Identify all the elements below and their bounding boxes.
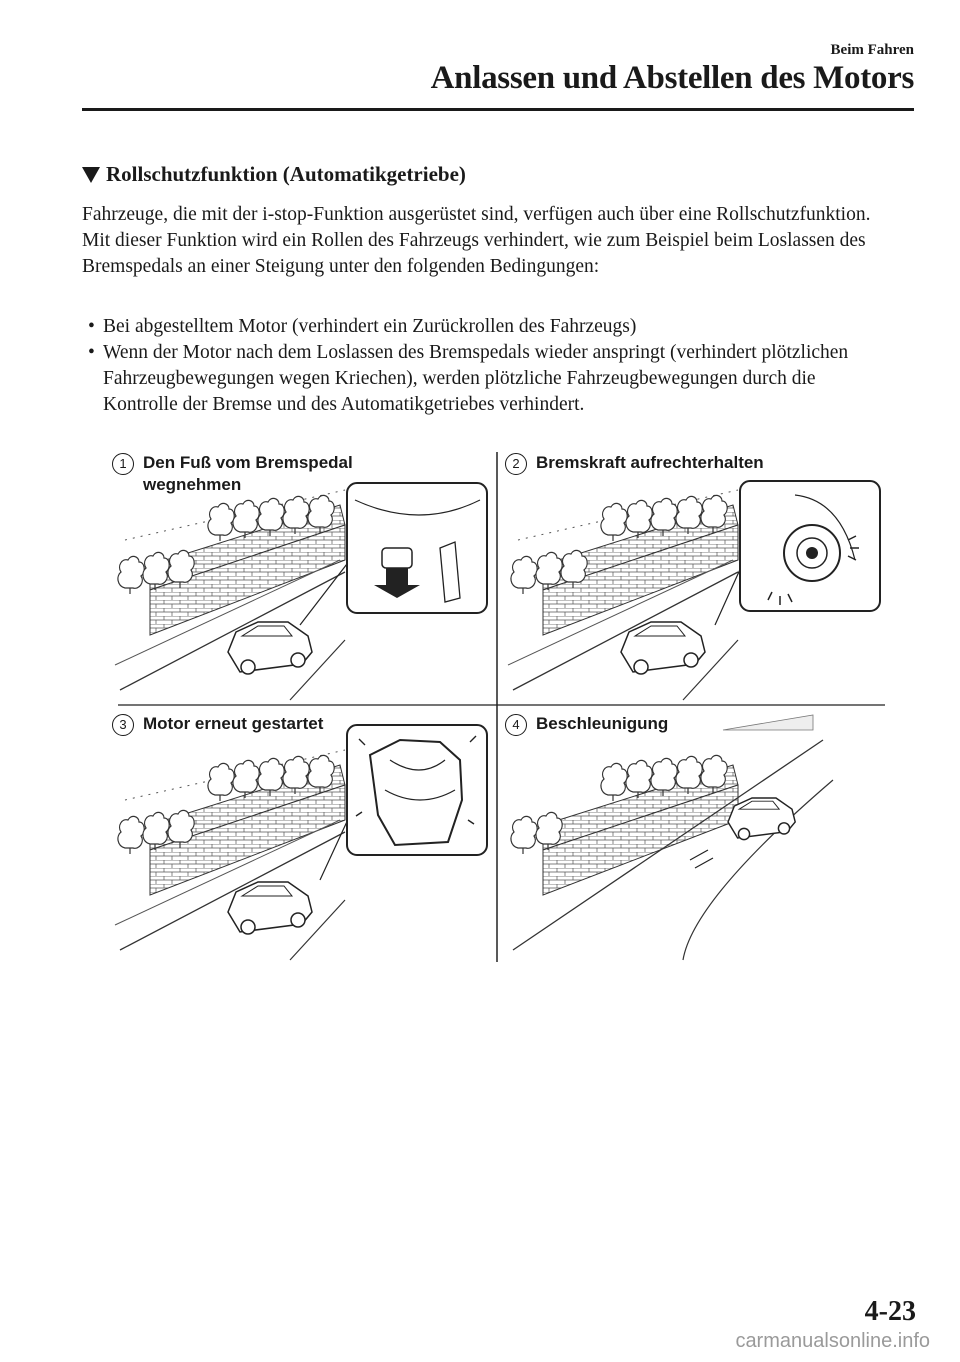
running-header-title: Anlassen und Abstellen des Motors	[430, 60, 914, 96]
hill-road-scene-1	[115, 490, 345, 700]
bullet-dot-icon: •	[88, 316, 95, 337]
rollback-prevention-illustration	[110, 450, 890, 965]
bullet-dot-icon: •	[88, 342, 95, 363]
panel-caption: Motor erneut gestartet	[143, 714, 324, 733]
list-item-text: Wenn der Motor nach dem Loslassen des Bremspedals wieder anspringt (verhindert plötzlichen Fahrzeugbewegungen wegen Kriechen), werden plötzliche Fahrzeugbewegungen durch die Kontrolle der Bremse und des Automatikgetriebes verhindert.	[103, 342, 849, 415]
section-heading	[82, 162, 466, 187]
list-item-text: Bei abgestelltem Motor (verhindert ein Zurückrollen des Fahrzeugs)	[103, 316, 637, 337]
panel-caption: Bremskraft aufrechterhalten	[536, 453, 764, 472]
panel-caption: Beschleunigung	[536, 714, 669, 733]
hill-road-scene-2	[508, 490, 738, 700]
header-divider	[82, 108, 914, 111]
condition-list	[88, 314, 888, 418]
triangle-bullet-icon	[82, 167, 100, 183]
list-item	[88, 340, 888, 418]
page-number: 4-23	[864, 1296, 916, 1327]
section-heading-text: Rollschutzfunktion (Automatikgetriebe)	[106, 162, 466, 186]
list-item	[88, 314, 888, 340]
panel-number-badge: 3	[112, 714, 134, 736]
panel-number-badge: 4	[505, 714, 527, 736]
intro-paragraph: Fahrzeuge, die mit der i-stop-Funktion ausgerüstet sind, verfügen auch über eine Rollschutzfunktion. Mit dieser Funktion wird ein Rollen des Fahrzeugs verhindert, wie zum Beispiel beim Loslassen des Bremspedals an einer Steigung unter den folgenden Bedingungen:	[82, 204, 871, 277]
panel-caption: Den Fuß vom Bremspedal wegnehmen	[143, 453, 353, 494]
panel-number-badge: 1	[112, 453, 134, 475]
hill-road-scene-4	[511, 715, 833, 960]
site-watermark: carmanualsonline.info	[735, 1330, 930, 1352]
running-header-section: Beim Fahren	[830, 42, 914, 58]
panel-number-badge: 2	[505, 453, 527, 475]
hill-road-scene-3	[115, 750, 345, 960]
